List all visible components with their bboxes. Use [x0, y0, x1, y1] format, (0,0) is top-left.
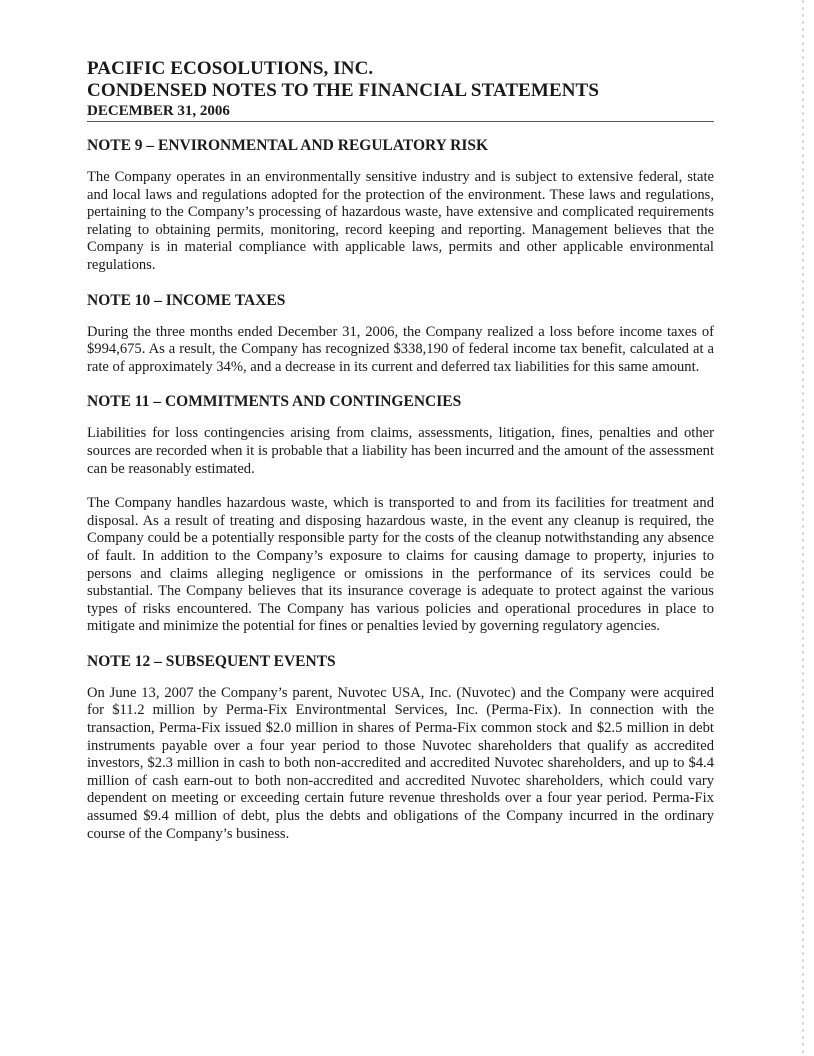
note-12 [87, 653, 714, 843]
note-9 [87, 137, 714, 275]
document-page [87, 58, 714, 860]
note-paragraph: The Company handles hazardous waste, which is transported to and from its facilities for treatment and disposal. As a result of treating and disposing hazardous waste, in the event any cleanup is required, the Company could be a potentially responsible party for the costs of the cleanup notwithstanding any absence of fault. In addition to the Company’s exposure to claims for causing damage to property, injuries to persons and claims alleging negligence or omissions in the performance of its services could be substantial. The Company believes that its insurance coverage is adequate to protect against the various types of risks encountered. The Company has various policies and operational procedures in place to mitigate and minimize the potential for fines or penalties levied by governing regulatory agencies. [87, 495, 714, 635]
note-10 [87, 292, 714, 377]
note-title: NOTE 10 – INCOME TAXES [87, 291, 286, 309]
document-title: CONDENSED NOTES TO THE FINANCIAL STATEMENTS [87, 80, 599, 101]
note-paragraph: Liabilities for loss contingencies arising from claims, assessments, litigation, fines, penalties and other sources are recorded when it is probable that a liability has been incurred and the amount of the assessment can be reasonably estimated. [87, 425, 714, 477]
note-paragraph: During the three months ended December 31, 2006, the Company realized a loss before income taxes of $994,675. As a result, the Company has recognized $338,190 of federal income tax benefit, calculated at a rate of approximately 34%, and a decrease in its current and deferred tax liabilities for this same amount. [87, 323, 714, 375]
note-title: NOTE 12 – SUBSEQUENT EVENTS [87, 652, 336, 670]
scan-edge-artifact [802, 0, 804, 1056]
document-date: DECEMBER 31, 2006 [87, 103, 230, 119]
note-11 [87, 393, 714, 636]
note-paragraph: On June 13, 2007 the Company’s parent, Nuvotec USA, Inc. (Nuvotec) and the Company were acquired for $11.2 million by Perma-Fix Environtmental Services, Inc. (Perma-Fix). In connection with the transaction, Perma-Fix issued $2.0 million in shares of Perma-Fix common stock and $2.5 million in debt instruments payable over a four year period to those Nuvotec shareholders that qualify as accredited investors, $2.3 million in cash to both non-accredited and accredited Nuvotec shareholders, and up to $4.4 million of cash earn-out to both non-accredited and accredited Nuvotec shareholders, which could vary dependent on meeting or exceeding certain future revenue thresholds over a four year period. Perma-Fix assumed $9.4 million of debt, plus the debts and obligations of the Company incurred in the ordinary course of the Company’s business. [87, 684, 714, 842]
document-header [87, 58, 714, 120]
note-title: NOTE 9 – ENVIRONMENTAL AND REGULATORY RISK [87, 137, 489, 154]
company-name: PACIFIC ECOSOLUTIONS, INC. [87, 58, 374, 79]
note-title: NOTE 11 – COMMITMENTS AND CONTINGENCIES [87, 393, 462, 411]
header-rule [87, 121, 714, 122]
note-paragraph: The Company operates in an environmentally sensitive industry and is subject to extensive federal, state and local laws and regulations adopted for the protection of the environment. These laws and regulations, pertaining to the Company’s processing of hazardous waste, have extensive and complicated requirements relating to obtaining permits, monitoring, record keeping and reporting. Management believes that the Company is in material compliance with applicable laws, permits and other applicable environmental regulations. [87, 169, 714, 273]
